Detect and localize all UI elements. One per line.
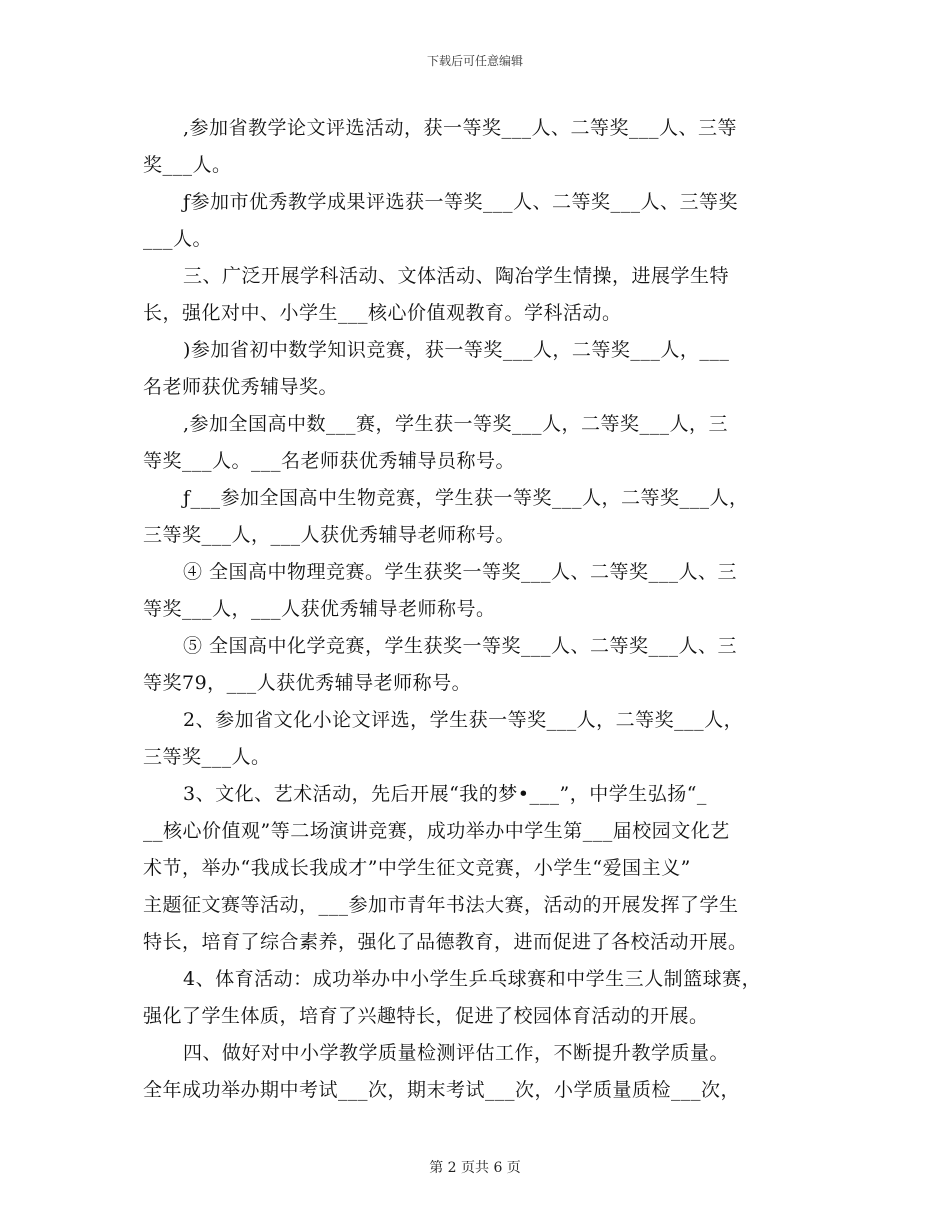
text-line: 主题征文赛等活动，___参加市青年书法大赛，活动的开展发挥了学生 — [143, 894, 739, 916]
text-line: ⑤ 全国高中化学竞赛，学生获奖一等奖___人、二等奖___人、三 — [183, 635, 738, 657]
document-body — [143, 110, 811, 1109]
text-line: 三、广泛开展学科活动、文体活动、陶冶学生情操，进展学生特 — [183, 265, 730, 287]
page-footer: 第 2 页共 6 页 — [429, 1160, 521, 1176]
paragraph-6 — [143, 480, 811, 554]
text-line: ,参加省教学论文评选活动，获一等奖___人、二等奖___人、三等 — [183, 117, 738, 139]
paragraph-5 — [143, 406, 811, 480]
text-line: 等奖79，___人获优秀辅导老师称号。 — [143, 672, 472, 694]
text-line: 3、文化、艺术活动，先后开展“我的梦•___”，中学生弘扬“_ — [183, 783, 707, 805]
text-line: 术节，举办“我成长我成才”中学生征文竞赛，小学生“爱国主义” — [143, 857, 691, 879]
text-line: ___人。 — [143, 228, 213, 250]
text-line: 四、做好对中小学教学质量检测评估工作，不断提升教学质量。 — [183, 1042, 730, 1064]
text-line: ƒ参加市优秀教学成果评选获一等奖___人、二等奖___人、三等奖 — [183, 191, 739, 213]
text-line: 等奖___人。___名老师获优秀辅导员称号。 — [143, 450, 516, 472]
text-line: 长，强化对中、小学生___核心价值观教育。学科活动。 — [143, 302, 622, 324]
paragraph-10 — [143, 776, 811, 961]
paragraph-2 — [143, 184, 811, 258]
paragraph-11 — [143, 961, 811, 1035]
text-line: ④ 全国高中物理竞赛。学生获奖一等奖___人、二等奖___人、三 — [183, 561, 738, 583]
text-line: ,参加全国高中数___赛，学生获一等奖___人，二等奖___人，三 — [183, 413, 729, 435]
text-line: __核心价值观”等二场演讲竞赛，成功举办中学生第___届校园文化艺 — [143, 820, 730, 842]
text-line: 特长，培育了综合素养，强化了品德教育，进而促进了各校活动开展。 — [143, 931, 748, 953]
paragraph-8 — [143, 628, 811, 702]
paragraph-1 — [143, 110, 811, 184]
text-line: 全年成功举办期中考试___次，期末考试___次，小学质量质检___次， — [143, 1079, 741, 1101]
page-header: 下载后可任意编辑 — [426, 54, 523, 68]
text-line: 2、参加省文化小论文评选，学生获一等奖___人，二等奖___人， — [183, 709, 744, 731]
paragraph-7 — [143, 554, 811, 628]
paragraph-3 — [143, 258, 811, 332]
text-line: 等奖___人，___人获优秀辅导老师称号。 — [143, 598, 496, 620]
text-line: 三等奖___人。 — [143, 746, 271, 768]
paragraph-9 — [143, 702, 811, 776]
text-line: ƒ___参加全国高中生物竞赛，学生获一等奖___人，二等奖___人， — [183, 487, 749, 509]
text-line: 强化了学生体质，培育了兴趣特长，促进了校园体育活动的开展。 — [143, 1005, 709, 1027]
text-line: )参加省初中数学知识竞赛，获一等奖___人，二等奖___人，___ — [183, 339, 730, 361]
text-line: 奖___人。 — [143, 154, 232, 176]
paragraph-12 — [143, 1035, 811, 1109]
text-line: 名老师获优秀辅导奖。 — [143, 376, 339, 398]
text-line: 4、体育活动：成功举办中小学生乒乓球赛和中学生三人制篮球赛， — [183, 968, 762, 990]
paragraph-4 — [143, 332, 811, 406]
text-line: 三等奖___人，___人获优秀辅导老师称号。 — [143, 524, 516, 546]
